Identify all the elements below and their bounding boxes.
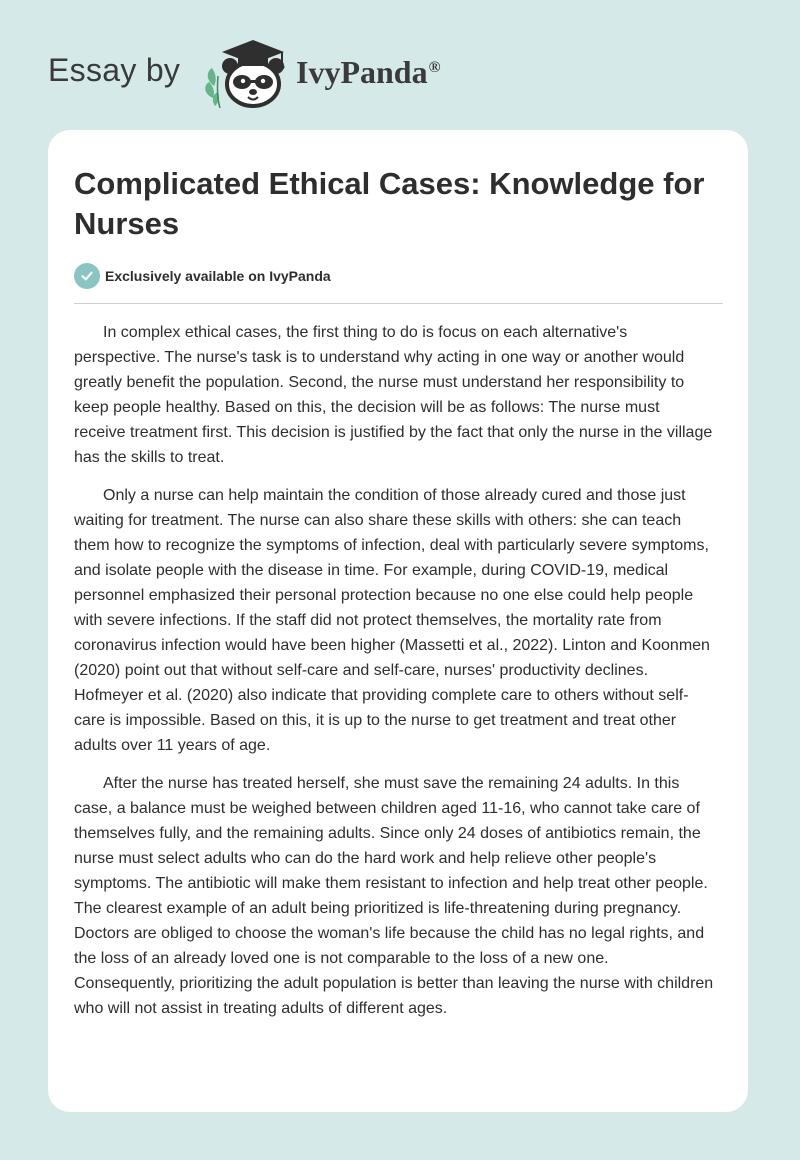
- exclusive-badge: [74, 263, 331, 289]
- paragraph: In complex ethical cases, the first thing to do is focus on each alternative's perspective. The nurse's task is to understand why acting in one way or another would greatly benefit the population. Second, the nurse must understand her responsibility to keep people healthy. Based on this, the decision will be as follows: The nurse must receive treatment first. This decision is justified by the fact that only the nurse in the village has the skills to treat.: [74, 324, 713, 466]
- paragraph: After the nurse has treated herself, she must save the remaining 24 adults. In this case, a balance must be weighed between children aged 11-16, who cannot take care of themselves fully, and the remaining adults. Since only 24 doses of antibiotics remain, the nurse must select adults who can do the hard work and help relieve other people's symptoms. The antibiotic will make them resistant to infection and help treat other people. The clearest example of an adult being prioritized is life-threatening during pregnancy. Doctors are obliged to choose the woman's life because the child has no legal rights, and the loss of an already loved one is not comparable to the loss of a new one. Consequently, prioritizing the adult population is better than leaving the nurse with children who will not assist in treating adults of different ages.: [74, 775, 714, 1017]
- site-header: [0, 0, 800, 130]
- panda-graduation-cap-icon: [200, 36, 296, 112]
- exclusive-label: Exclusively available on IvyPanda: [105, 268, 331, 284]
- check-circle-icon: [74, 263, 100, 289]
- essay-by-label: Essay by: [48, 52, 181, 88]
- brand-name[interactable]: IvyPanda®: [296, 54, 441, 90]
- page-title: Complicated Ethical Cases: Knowledge for Nurses: [74, 166, 705, 241]
- ivypanda-logo[interactable]: [200, 36, 296, 112]
- paragraph: Only a nurse can help maintain the condition of those already cured and those just waiting for treatment. The nurse can also share these skills with others: she can teach them how to recognize the symptoms of infection, deal with particularly severe symptoms, and isolate people with the disease in time. For example, during COVID-19, medical personnel emphasized their personal protection because no one else could help people with severe infections. If the staff did not protect themselves, the mortality rate from coronavirus infection would have been higher (Massetti et al., 2022). Linton and Koonmen (2020) point out that without self-care and self-care, nurses' productivity declines. Hofmeyer et al. (2020) also indicate that providing complete care to others without self-care is impossible. Based on this, it is up to the nurse to get treatment and treat other adults over 11 years of age.: [74, 487, 710, 754]
- essay-card: [48, 130, 748, 1112]
- essay-body: [74, 320, 714, 1034]
- registered-mark: ®: [428, 59, 441, 76]
- divider: [74, 303, 723, 304]
